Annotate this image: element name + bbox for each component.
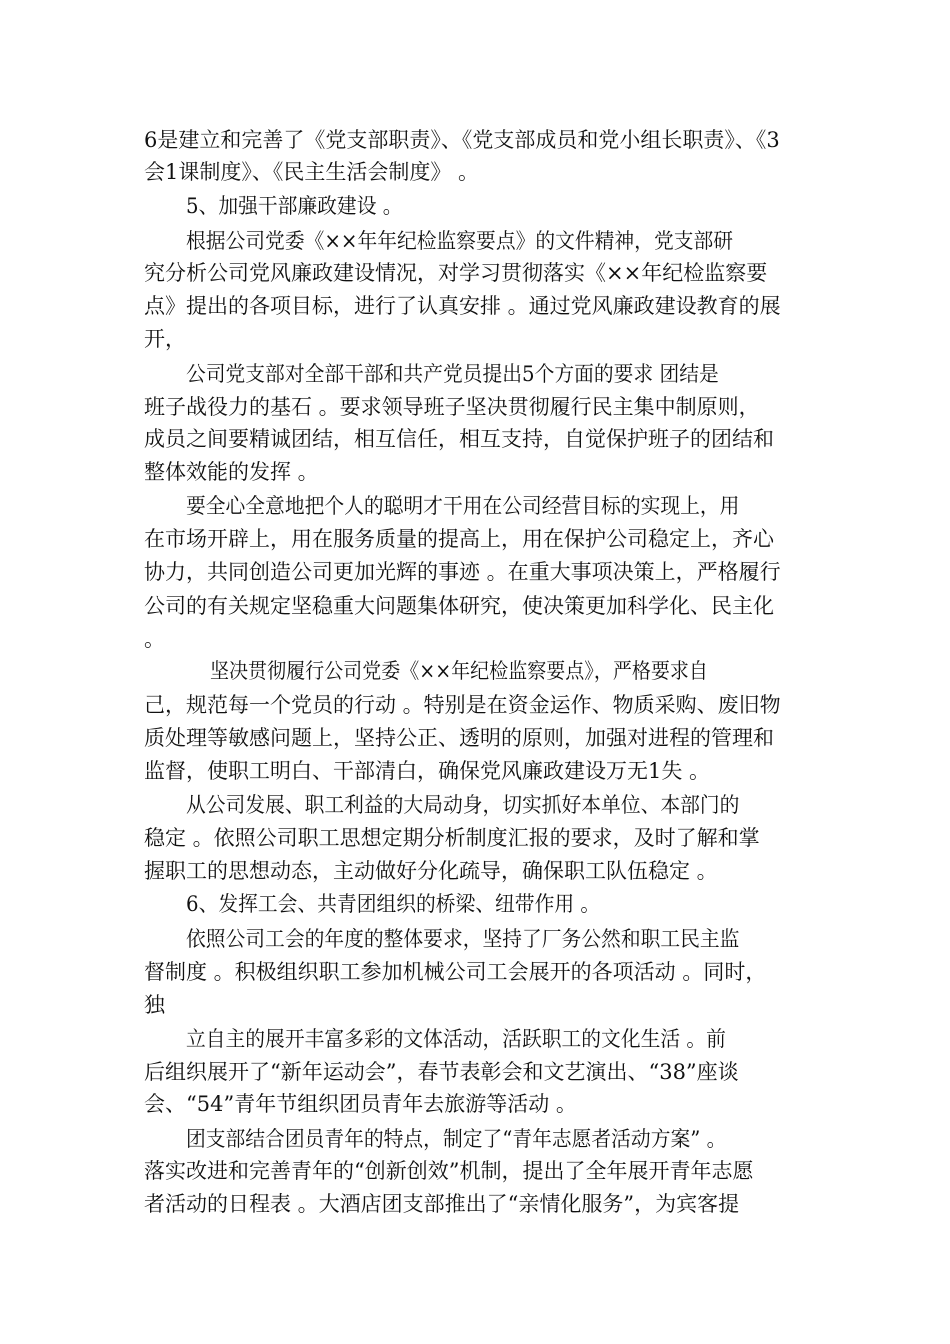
text-line: 成员之间要精诚团结，相互信任，相互支持，自觉保护班子的团结和 bbox=[144, 427, 774, 451]
text-line: 。 bbox=[144, 627, 165, 651]
text-line: 握职工的思想动态，主动做好分化疏导，确保职工队伍稳定 。 bbox=[144, 859, 718, 883]
text-line: 公司党支部对全部干部和共产党员提出5个方面的要求 团结是 bbox=[186, 362, 719, 386]
text-line: 后组织展开了“新年运动会”，春节表彰会和文艺演出、“38”座谈 bbox=[144, 1060, 739, 1084]
text-line: 班子战役力的基石 。要求领导班子坚决贯彻履行民主集中制原则， bbox=[144, 395, 760, 419]
text-line: 6是建立和完善了《党支部职责》、《党支部成员和党小组长职责》、《3 bbox=[144, 128, 780, 152]
text-line: 整体效能的发挥 。 bbox=[144, 460, 319, 484]
text-line: 者活动的日程表 。大酒店团支部推出了“亲情化服务”，为宾客提 bbox=[144, 1192, 740, 1216]
text-line: 根据公司党委《××年年纪检监察要点》的文件精神，党支部研 bbox=[186, 229, 734, 253]
text-line: 从公司发展、职工利益的大局动身，切实抓好本单位、本部门的 bbox=[186, 793, 740, 817]
text-line: 稳定 。依照公司职工思想定期分析制度汇报的要求，及时了解和掌 bbox=[144, 826, 760, 850]
text-line: 会、“54”青年节组织团员青年去旅游等活动 。 bbox=[144, 1092, 577, 1116]
text-line: 点》提出的各项目标，进行了认真安排 。通过党风廉政建设教育的展 bbox=[144, 294, 781, 318]
text-line: 落实改进和完善青年的“创新创效”机制，提出了全年展开青年志愿 bbox=[144, 1159, 754, 1183]
text-line: 质处理等敏感问题上，坚持公正、透明的原则，加强对进程的管理和 bbox=[144, 726, 774, 750]
text-line: 督制度 。积极组织职工参加机械公司工会展开的各项活动 。同时， bbox=[144, 960, 767, 984]
section-heading: 5、加强干部廉政建设 。 bbox=[186, 194, 403, 218]
text-line: 独 bbox=[144, 993, 165, 1017]
text-line: 监督，使职工明白、干部清白，确保党风廉政建设万无1失 。 bbox=[144, 759, 711, 783]
text-line: 依照公司工会的年度的整体要求，坚持了厂务公然和职工民主监 bbox=[186, 927, 740, 951]
text-line: 会1课制度》、《民主生活会制度》 。 bbox=[144, 160, 480, 184]
text-line: 立自主的展开丰富多彩的文体活动，活跃职工的文化生活 。前 bbox=[186, 1027, 726, 1051]
text-line: 公司的有关规定坚稳重大问题集体研究，使决策更加科学化、民主化 bbox=[144, 594, 774, 618]
text-line: 究分析公司党风廉政建设情况，对学习贯彻落实《××年纪检监察要 bbox=[144, 261, 768, 285]
text-line: 要全心全意地把个人的聪明才干用在公司经营目标的实现上，用 bbox=[186, 494, 740, 518]
text-line: 坚决贯彻履行公司党委《××年纪检监察要点》，严格要求自 bbox=[210, 659, 708, 683]
text-line: 团支部结合团员青年的特点，制定了“青年志愿者活动方案” 。 bbox=[186, 1127, 727, 1151]
text-line: 协力，共同创造公司更加光辉的事迹 。在重大事项决策上，严格履行 bbox=[144, 560, 781, 584]
text-line: 在市场开辟上，用在服务质量的提高上，用在保护公司稳定上，齐心 bbox=[144, 527, 774, 551]
section-heading: 6、发挥工会、共青团组织的桥梁、纽带作用 。 bbox=[186, 892, 601, 916]
text-line: 开， bbox=[144, 327, 186, 351]
text-line: 己，规范每一个党员的行动 。特别是在资金运作、物质采购、废旧物 bbox=[144, 693, 781, 717]
